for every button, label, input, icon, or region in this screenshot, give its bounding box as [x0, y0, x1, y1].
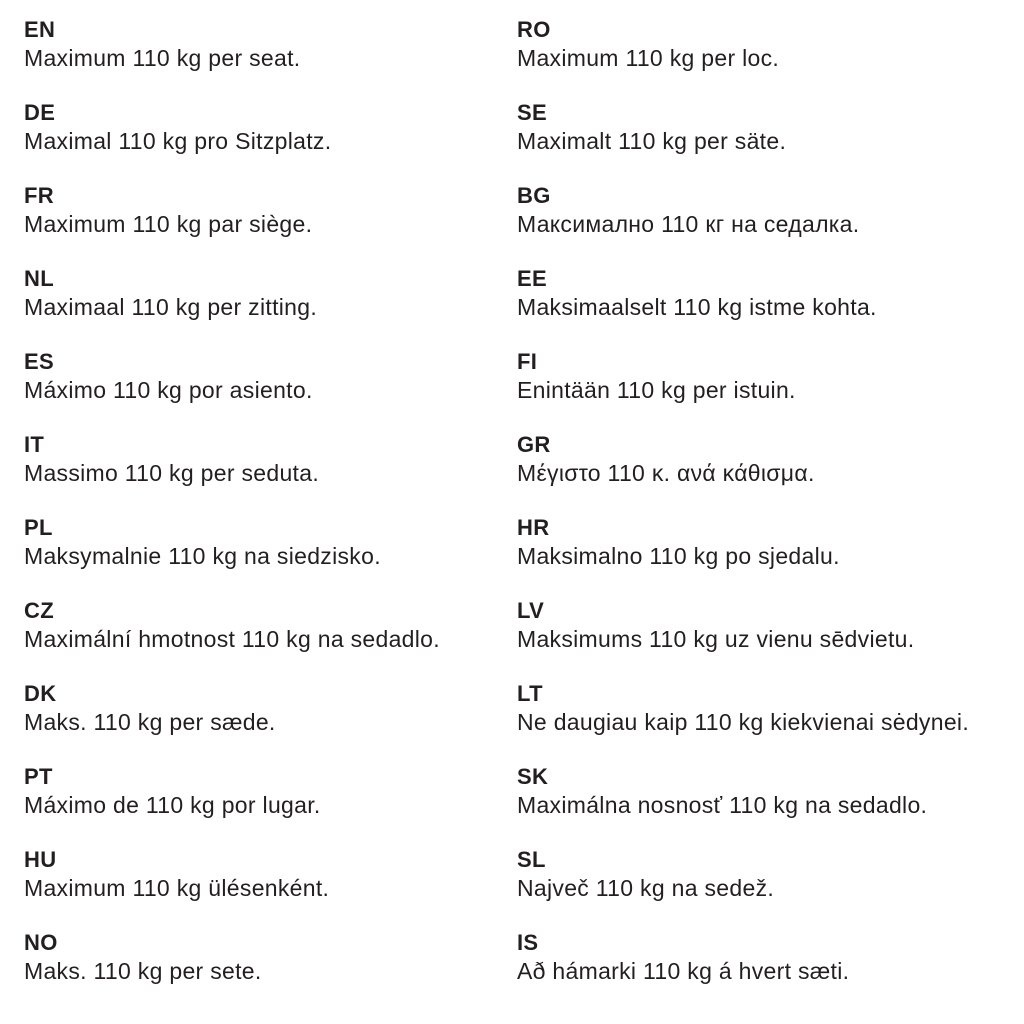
language-code: DE: [24, 100, 56, 125]
language-code: IS: [517, 930, 539, 955]
language-code: RO: [517, 17, 551, 42]
translation-text: Максимално 110 кг на седалка.: [517, 211, 860, 237]
language-entry: [24, 846, 517, 902]
translation-text: Maximalt 110 kg per säte.: [517, 128, 787, 154]
language-code: BG: [517, 183, 551, 208]
language-code: HU: [24, 847, 57, 872]
translation-text: Maximálna nosnosť 110 kg na sedadlo.: [517, 792, 928, 818]
language-code: FR: [24, 183, 54, 208]
translation-text: Maximum 110 kg per loc.: [517, 45, 780, 71]
language-code: SK: [517, 764, 549, 789]
translation-text: Maks. 110 kg per sete.: [24, 958, 262, 984]
language-entry: [24, 680, 517, 736]
language-entry: [24, 929, 517, 985]
language-code: PT: [24, 764, 53, 789]
language-column-left: [24, 16, 517, 1024]
translation-text: Maximum 110 kg ülésenként.: [24, 875, 330, 901]
translation-text: Maximum 110 kg per seat.: [24, 45, 301, 71]
language-entry: [24, 763, 517, 819]
language-code: DK: [24, 681, 57, 706]
language-code: EE: [517, 266, 547, 291]
language-entry: [517, 846, 1014, 902]
language-entry: [24, 597, 517, 653]
language-entry: [517, 431, 1014, 487]
language-code: GR: [517, 432, 551, 457]
language-entry: [517, 597, 1014, 653]
translation-text: Maximální hmotnost 110 kg na sedadlo.: [24, 626, 440, 652]
language-entry: [517, 348, 1014, 404]
translation-text: Máximo de 110 kg por lugar.: [24, 792, 321, 818]
language-entry: [517, 182, 1014, 238]
language-entry: [517, 16, 1014, 72]
language-entry: [517, 514, 1014, 570]
language-entry: [24, 265, 517, 321]
translation-text: Máximo 110 kg por asiento.: [24, 377, 313, 403]
language-entry: [24, 99, 517, 155]
language-column-right: [517, 16, 1014, 1024]
language-code: SE: [517, 100, 547, 125]
language-entry: [517, 763, 1014, 819]
language-code: LT: [517, 681, 543, 706]
language-code: HR: [517, 515, 550, 540]
language-code: CZ: [24, 598, 54, 623]
language-code: SL: [517, 847, 546, 872]
language-entry: [24, 514, 517, 570]
translation-text: Največ 110 kg na sedež.: [517, 875, 775, 901]
language-entry: [24, 16, 517, 72]
language-code: LV: [517, 598, 545, 623]
translation-text: Að hámarki 110 kg á hvert sæti.: [517, 958, 850, 984]
translation-text: Maksimalno 110 kg po sjedalu.: [517, 543, 840, 569]
translation-text: Maximum 110 kg par siège.: [24, 211, 313, 237]
language-code: NO: [24, 930, 58, 955]
language-entry: [517, 929, 1014, 985]
language-code: PL: [24, 515, 53, 540]
language-entry: [24, 348, 517, 404]
language-code: NL: [24, 266, 54, 291]
language-entry: [517, 680, 1014, 736]
language-entry: [24, 431, 517, 487]
translation-text: Maksymalnie 110 kg na siedzisko.: [24, 543, 381, 569]
language-entry: [24, 182, 517, 238]
translation-text: Maks. 110 kg per sæde.: [24, 709, 276, 735]
translation-text: Maximal 110 kg pro Sitzplatz.: [24, 128, 332, 154]
translation-text: Ne daugiau kaip 110 kg kiekvienai sėdynei.: [517, 709, 970, 735]
translation-text: Maksimaalselt 110 kg istme kohta.: [517, 294, 877, 320]
translation-text: Μέγιστο 110 κ. ανά κάθισμα.: [517, 460, 815, 486]
translation-text: Massimo 110 kg per seduta.: [24, 460, 320, 486]
language-code: IT: [24, 432, 45, 457]
language-entry: [517, 265, 1014, 321]
language-code: ES: [24, 349, 54, 374]
language-code: EN: [24, 17, 56, 42]
translation-text: Maximaal 110 kg per zitting.: [24, 294, 318, 320]
translation-text: Maksimums 110 kg uz vienu sēdvietu.: [517, 626, 915, 652]
translation-text: Enintään 110 kg per istuin.: [517, 377, 796, 403]
language-entry: [517, 99, 1014, 155]
language-code: FI: [517, 349, 538, 374]
